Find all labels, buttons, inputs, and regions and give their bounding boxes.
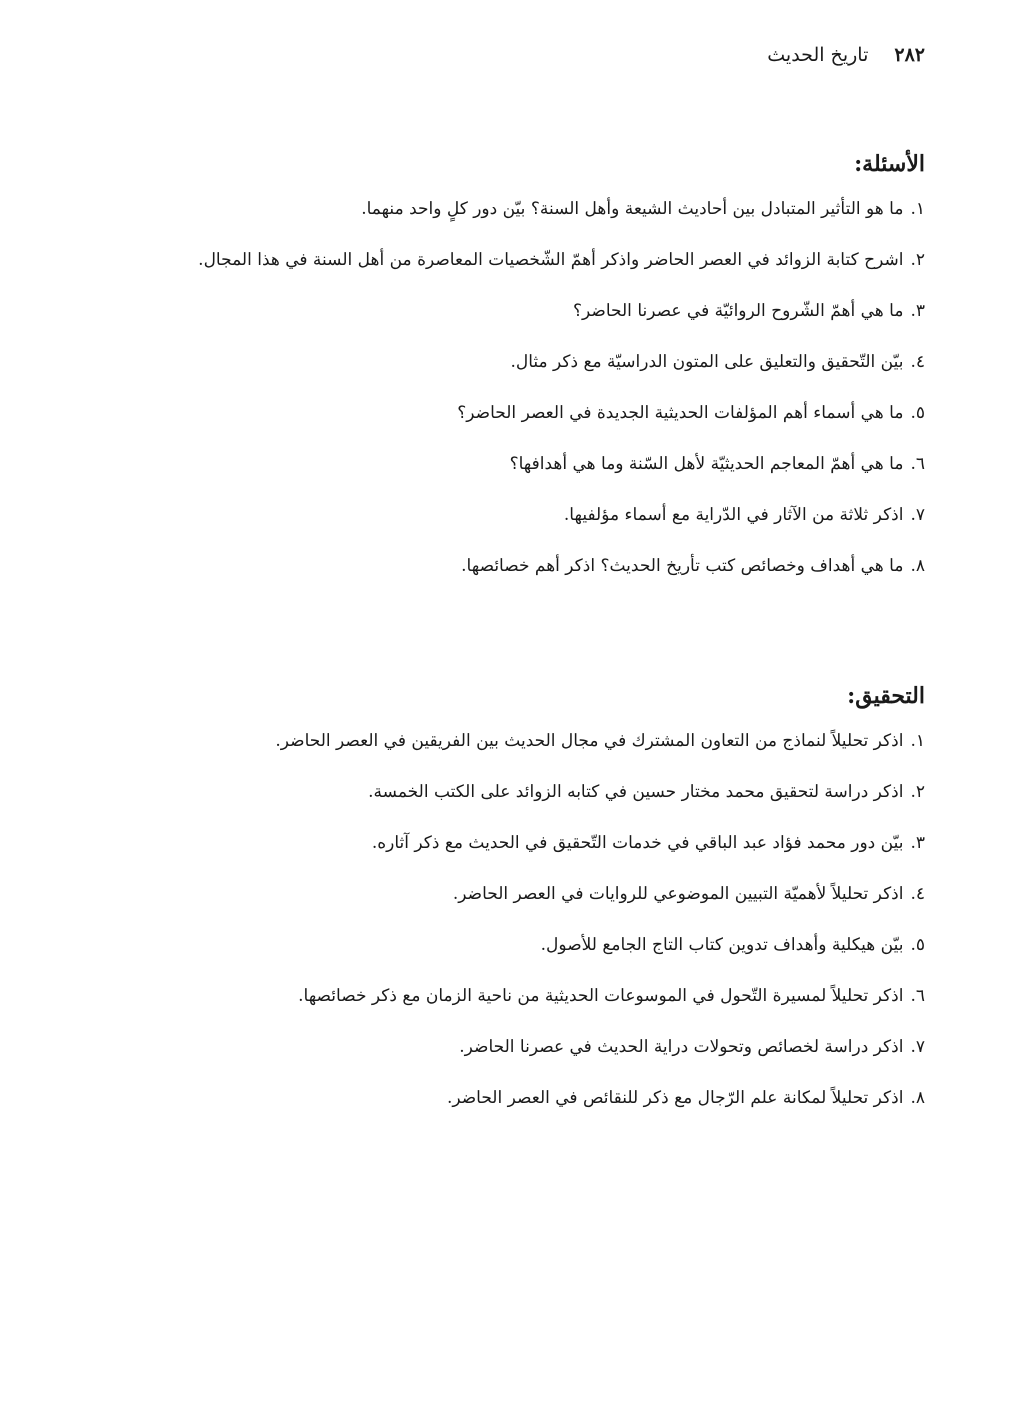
question-text: ما هي أسماء أهم المؤلفات الحديثية الجديدة في العصر الحاضر؟ — [457, 403, 904, 423]
question-number: ٤. — [910, 352, 925, 372]
research-text: اذكر تحليلاً لمسيرة التّحول في الموسوعات الحديثية من ناحية الزمان مع ذكر خصائصها. — [298, 986, 904, 1006]
question-item — [85, 490, 925, 541]
research-text: اذكر تحليلاً لنماذج من التعاون المشترك في مجال الحديث بين الفريقين في العصر الحاضر. — [275, 731, 904, 751]
research-text: بيّن هيكلية وأهداف تدوين كتاب التاج الجامع للأصول. — [540, 935, 904, 955]
book-title: تاريخ الحديث — [767, 44, 869, 66]
research-list — [85, 716, 925, 1124]
research-text: اذكر دراسة لخصائص وتحولات دراية الحديث في عصرنا الحاضر. — [459, 1037, 904, 1057]
research-item — [85, 767, 925, 818]
research-text: اذكر دراسة لتحقيق محمد مختار حسين في كتابه الزوائد على الكتب الخمسة. — [368, 782, 904, 802]
research-item — [85, 1022, 925, 1073]
research-item — [85, 1073, 925, 1124]
question-text: بيّن التّحقيق والتعليق على المتون الدراسيّة مع ذكر مثال. — [510, 352, 904, 372]
research-number: ٥. — [910, 935, 925, 955]
question-text: اذكر ثلاثة من الآثار في الدّراية مع أسماء مؤلفيها. — [563, 505, 904, 525]
research-text: اذكر تحليلاً لأهميّة التبيين الموضوعي للروايات في العصر الحاضر. — [452, 884, 904, 904]
research-item — [85, 920, 925, 971]
research-section — [85, 676, 925, 1124]
questions-list — [85, 184, 925, 592]
question-item — [85, 235, 925, 286]
question-item — [85, 337, 925, 388]
question-item — [85, 286, 925, 337]
question-item — [85, 541, 925, 592]
questions-section — [85, 144, 925, 592]
research-number: ٤. — [910, 884, 925, 904]
question-number: ٧. — [910, 505, 925, 525]
running-header — [767, 40, 925, 70]
question-number: ٣. — [910, 301, 925, 321]
question-text: ما هو التأثير المتبادل بين أحاديث الشيعة وأهل السنة؟ بيّن دور كلٍ واحد منهما. — [361, 199, 904, 219]
question-item — [85, 184, 925, 235]
question-number: ٢. — [910, 250, 925, 270]
page-number: ٢٨٢ — [894, 44, 925, 66]
research-number: ٦. — [910, 986, 925, 1006]
question-item — [85, 388, 925, 439]
question-text: ما هي أهمّ الشّروح الروائيّة في عصرنا الحاضر؟ — [573, 301, 904, 321]
research-text: بيّن دور محمد فؤاد عبد الباقي في خدمات التّحقيق في الحديث مع ذكر آثاره. — [371, 833, 904, 853]
research-number: ٣. — [910, 833, 925, 853]
research-number: ٨. — [910, 1088, 925, 1108]
research-item — [85, 971, 925, 1022]
question-number: ٥. — [910, 403, 925, 423]
question-text: اشرح كتابة الزوائد في العصر الحاضر واذكر أهمّ الشّخصيات المعاصرة من أهل السنة في هذا المجال. — [198, 250, 904, 270]
research-number: ٧. — [910, 1037, 925, 1057]
questions-heading: الأسئلة: — [854, 151, 925, 177]
question-number: ٦. — [910, 454, 925, 474]
research-number: ٢. — [910, 782, 925, 802]
question-number: ٨. — [910, 556, 925, 576]
research-item — [85, 716, 925, 767]
question-text: ما هي أهداف وخصائص كتب تأريخ الحديث؟ اذكر أهم خصائصها. — [461, 556, 904, 576]
question-number: ١. — [910, 199, 925, 219]
research-item — [85, 869, 925, 920]
research-number: ١. — [910, 731, 925, 751]
research-item — [85, 818, 925, 869]
research-text: اذكر تحليلاً لمكانة علم الرّجال مع ذكر للنقائص في العصر الحاضر. — [446, 1088, 904, 1108]
question-text: ما هي أهمّ المعاجم الحديثيّة لأهل السّنة وما هي أهدافها؟ — [509, 454, 904, 474]
question-item — [85, 439, 925, 490]
research-heading: التحقيق: — [847, 683, 925, 709]
